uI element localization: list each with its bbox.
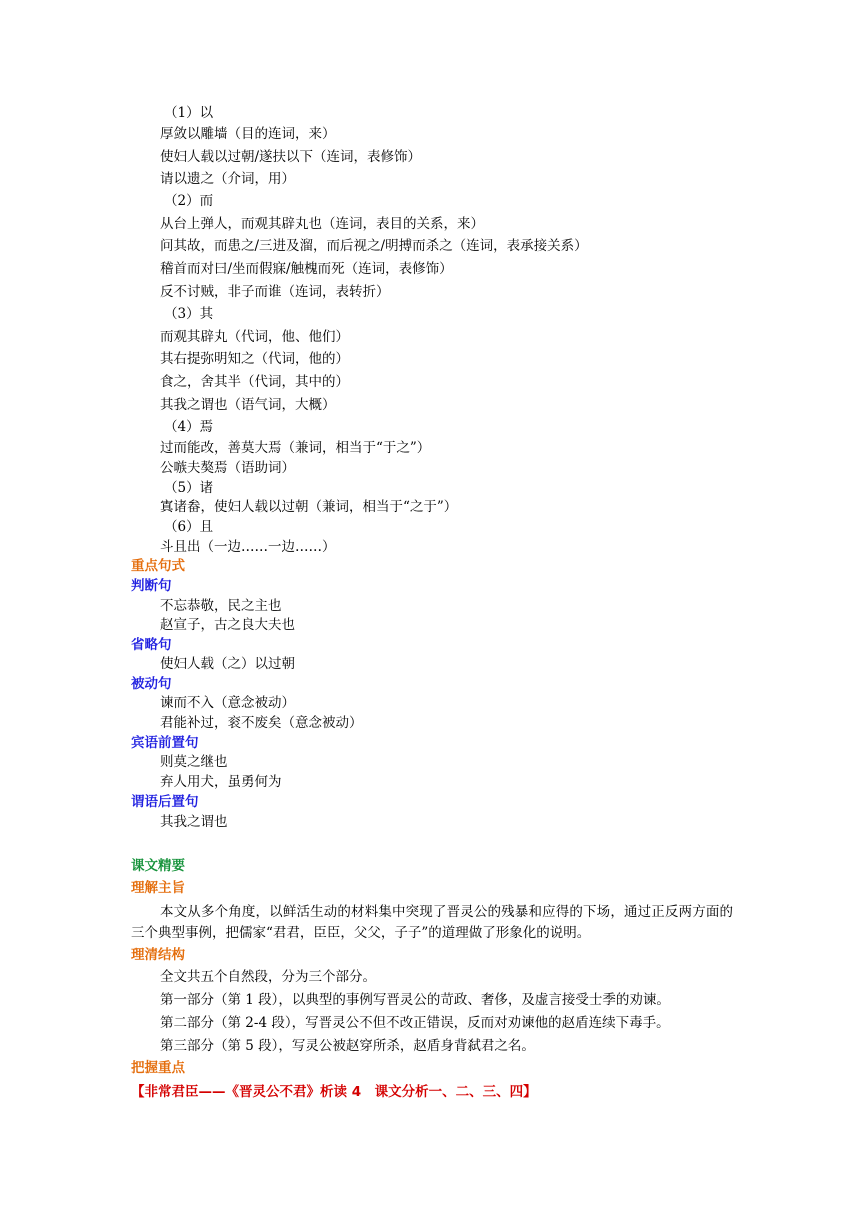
vocab-label-yan: （4）焉 <box>164 419 214 435</box>
vocab-label-zhu: （5）诸 <box>164 480 214 496</box>
subheading-omission: 省略句 <box>131 637 172 653</box>
subheading-theme: 理解主旨 <box>131 880 185 896</box>
structure-line: 第二部分（第 2-4 段），写晋灵公不但不改正错误，反而对劝谏他的赵盾连续下毒手。 <box>160 1015 670 1031</box>
subheading-predicate-postposed: 谓语后置句 <box>131 794 199 810</box>
analysis-link[interactable]: 【非常君臣——《晋灵公不君》析读 4 课文分析一、二、三、四】 <box>131 1084 537 1100</box>
example-line: 从台上弹人，而观其辟丸也（连词，表目的关系，来） <box>160 216 484 232</box>
section-heading-sentences: 重点句式 <box>131 558 185 574</box>
example-line: 使妇人载以过朝/遂扶以下（连词，表修饰） <box>160 149 422 165</box>
subheading-structure: 理清结构 <box>131 947 185 963</box>
example-line: 食之，舍其半（代词，其中的） <box>160 374 349 390</box>
theme-paragraph: 本文从多个角度，以鲜活生动的材料集中突现了晋灵公的残暴和应得的下场，通过正反两方面的三个典型事例，把儒家“君君，臣臣，父父，子子”的道理做了形象化的说明。 <box>131 904 733 941</box>
example-line: 而观其辟丸（代词，他、他们） <box>160 329 349 345</box>
example-line: 问其故，而患之/三进及溜，而后视之/明搏而杀之（连词，表承接关系） <box>160 238 588 254</box>
example-line: 寘诸畚，使妇人载以过朝（兼词，相当于“之于”） <box>160 499 458 515</box>
vocab-label-er: （2）而 <box>164 193 214 209</box>
structure-line: 第三部分（第 5 段），写灵公被赵穿所杀，赵盾身背弑君之名。 <box>160 1038 535 1054</box>
structure-line: 全文共五个自然段，分为三个部分。 <box>160 969 376 985</box>
vocab-label-qi: （3）其 <box>164 306 214 322</box>
example-line: 其右提弥明知之（代词，他的） <box>160 351 349 367</box>
example-line: 稽首而对曰/坐而假寐/触槐而死（连词，表修饰） <box>160 261 453 277</box>
vocab-label-qie: （6）且 <box>164 519 214 535</box>
subheading-passive: 被动句 <box>131 676 172 692</box>
example-line: 弃人用犬，虽勇何为 <box>160 774 282 790</box>
example-line: 赵宣子，古之良大夫也 <box>160 617 295 633</box>
vocab-label-yi: （1）以 <box>164 105 214 121</box>
example-line: 则莫之继也 <box>160 754 228 770</box>
example-line: 请以遗之（介词，用） <box>160 171 295 187</box>
example-line: 厚敛以雕墙（目的连词，来） <box>160 126 336 142</box>
structure-line: 第一部分（第 1 段），以典型的事例写晋灵公的苛政、奢侈，及虚言接受士季的劝谏。 <box>160 992 670 1008</box>
subheading-object-preposed: 宾语前置句 <box>131 735 199 751</box>
example-line: 斗且出（一边……一边……） <box>160 539 336 555</box>
example-line: 反不讨贼，非子而谁（连词，表转折） <box>160 284 390 300</box>
section-heading-essence: 课文精要 <box>131 858 185 874</box>
example-line: 公嗾夫獒焉（语助词） <box>160 460 295 476</box>
subheading-judgment: 判断句 <box>131 578 172 594</box>
example-line: 谏而不入（意念被动） <box>160 695 295 711</box>
example-line: 不忘恭敬，民之主也 <box>160 598 282 614</box>
example-line: 使妇人载（之）以过朝 <box>160 656 295 672</box>
example-line: 其我之谓也（语气词，大概） <box>160 397 336 413</box>
example-line: 其我之谓也 <box>160 814 228 830</box>
subheading-focus: 把握重点 <box>131 1060 185 1076</box>
example-line: 过而能改，善莫大焉（兼词，相当于“于之”） <box>160 440 431 456</box>
example-line: 君能补过，衮不废矣（意念被动） <box>160 715 363 731</box>
